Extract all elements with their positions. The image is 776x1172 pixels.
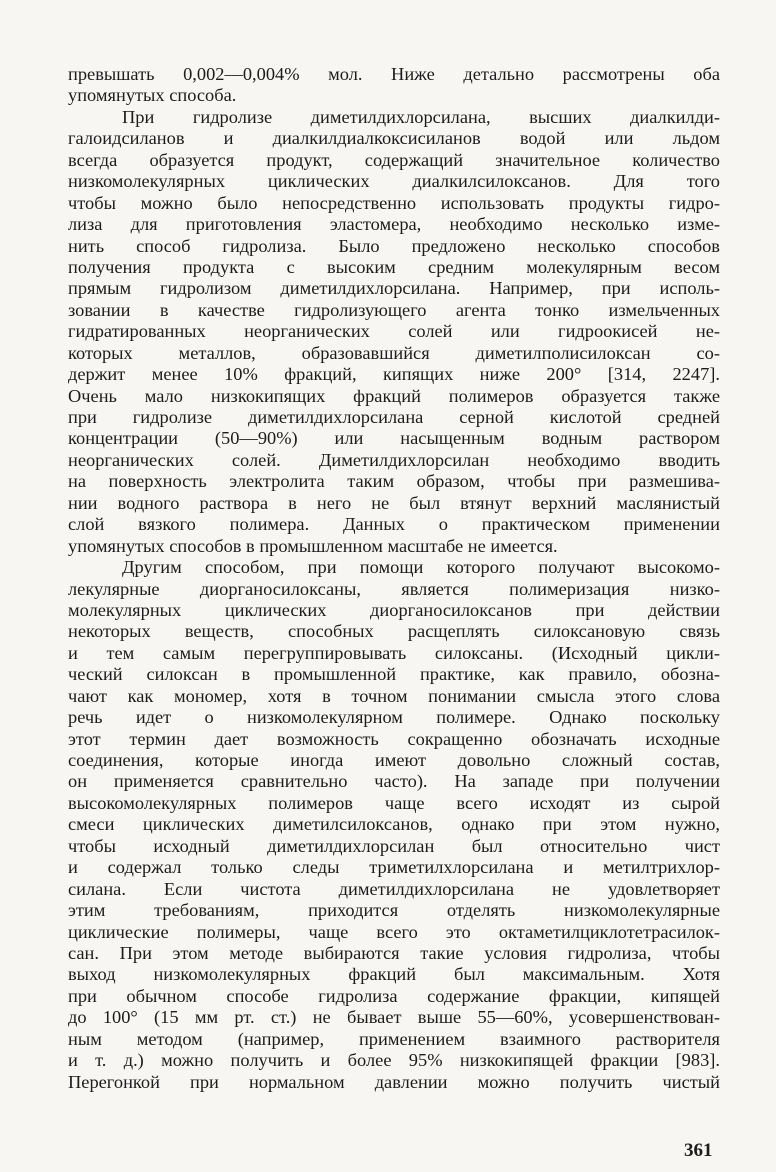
text-line: получения продукта с высоким средним молекулярным весом (68, 256, 720, 277)
text-line: высокомолекулярных полимеров чаще всего исходят из сырой (68, 792, 720, 813)
text-line: слой вязкого полимера. Данных о практическом применении (68, 514, 720, 535)
text-line: всегда образуется продукт, содержащий значительное количество (68, 149, 720, 170)
text-line: сан. При этом методе выбираются такие условия гидролиза, чтобы (68, 942, 720, 963)
text-line: упомянутых способов в промышленном масштабе не имеется. (68, 535, 558, 556)
text-line: чтобы исходный диметилдихлорсилан был относительно чист (68, 835, 720, 856)
page-number: 361 (684, 1140, 713, 1161)
text-line: некоторых веществ, способных расщеплять силоксановую связь (68, 621, 720, 642)
text-line: концентрации (50—90%) или насыщенным водным раствором (68, 428, 720, 449)
text-line: ным методом (например, применением взаимного растворителя (68, 1028, 720, 1049)
text-line: молекулярных циклических диорганосилоксанов при действии (68, 599, 720, 620)
page-body (68, 64, 720, 1093)
text-line: неорганических солей. Диметилдихлорсилан необходимо вводить (68, 449, 720, 470)
text-line: и тем самым перегруппировывать силоксаны. (Исходный цикли- (68, 642, 720, 663)
text-line: при гидролизе диметилдихлорсилана серной кислотой средней (68, 407, 720, 427)
text-line: на поверхность электролита таким образом, чтобы при размешива- (68, 471, 720, 492)
text-line: лиза для приготовления эластомера, необходимо несколько изме- (68, 214, 720, 235)
text-line: силана. Если чистота диметилдихлорсилана не удовлетворяет (68, 878, 720, 899)
text-line: низкомолекулярных циклических диалкилсилоксанов. Для того (68, 171, 720, 192)
paragraph-2 (68, 107, 720, 557)
text-line: ческий силоксан в промышленной практике, как правило, обозна- (68, 664, 720, 685)
text-line: речь идет о низкомолекулярном полимере. Однако поскольку (68, 707, 720, 728)
text-line: этот термин дает возможность сокращенно обозначать исходные (68, 728, 720, 749)
text-line: смеси циклических диметилсилоксанов, однако при этом нужно, (68, 814, 720, 835)
text-line: чтобы можно было непосредственно использовать продукты гидро- (68, 192, 720, 213)
text-line: до 100° (15 мм рт. ст.) не бывает выше 55—60%, усовершенствован- (68, 1007, 720, 1028)
text-line: которых металлов, образовавшийся диметилполисилоксан со- (68, 342, 720, 363)
text-line: циклические полимеры, чаще всего это октаметилциклотетрасилок- (68, 921, 720, 942)
text-line: гидратированных неорганических солей или гидроокисей не- (68, 321, 720, 342)
text-line: выход низкомолекулярных фракций был максимальным. Хотя (68, 964, 720, 985)
text-line: этим требованиям, приходится отделять низкомолекулярные (68, 900, 720, 921)
text-line: упомянутых способа. (68, 85, 237, 106)
text-line: прямым гидролизом диметилдихлорсилана. Например, при исполь- (68, 278, 720, 299)
text-line: Очень мало низкокипящих фракций полимеров образуется также (68, 385, 720, 406)
text-line: при обычном способе гидролиза содержание фракции, кипящей (68, 985, 720, 1006)
text-line: галоидсиланов и диалкилдиалкоксисиланов водой или льдом (68, 128, 720, 149)
text-line: держит менее 10% фракций, кипящих ниже 200° [314, 2247]. (68, 364, 720, 385)
paragraph-1 (68, 64, 720, 107)
text-line: зовании в качестве гидролизующего агента тонко измельченных (68, 299, 720, 320)
text-line: нить способ гидролиза. Было предложено несколько способов (68, 235, 720, 256)
text-line: При гидролизе диметилдихлорсилана, высших диалкилди- (122, 106, 720, 127)
text-line: чают как мономер, хотя в точном понимании смысла этого слова (68, 685, 720, 706)
text-line: Другим способом, при помощи которого получают высокомо- (122, 557, 720, 578)
text-line: и содержал только следы триметилхлорсилана и метилтрихлор- (68, 857, 720, 878)
text-line: он применяется сравнительно часто). На западе при получении (68, 771, 720, 792)
text-line: и т. д.) можно получить и более 95% низкокипящей фракции [983]. (68, 1050, 720, 1071)
text-line: нии водного раствора в него не был втянут верхний маслянистый (68, 492, 720, 513)
text-line: Перегонкой при нормальном давлении можно получить чистый (68, 1071, 720, 1092)
text-line: лекулярные диорганосилоксаны, является полимеризация низко- (68, 578, 720, 599)
text-line: соединения, которые иногда имеют довольно сложный состав, (68, 750, 720, 770)
paragraph-3 (68, 557, 720, 1093)
text-line: превышать 0,002—0,004% мол. Ниже детально рассмотрены оба (68, 64, 720, 84)
